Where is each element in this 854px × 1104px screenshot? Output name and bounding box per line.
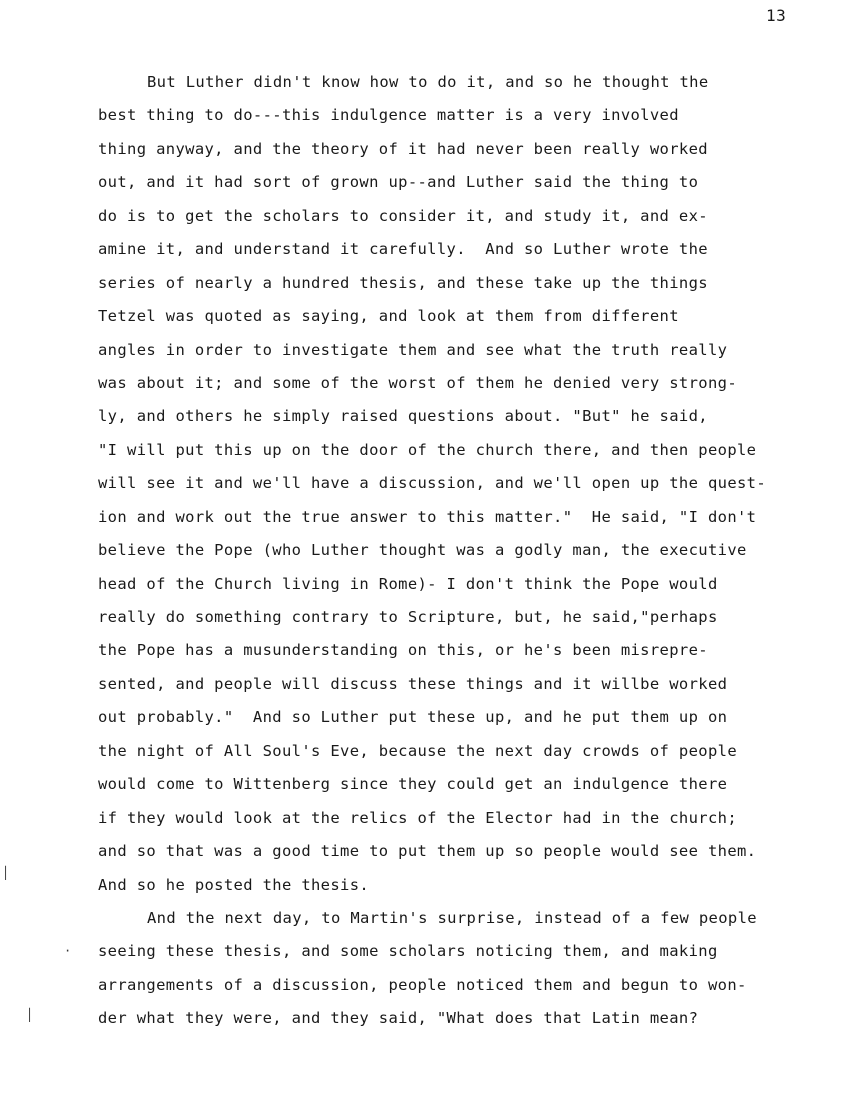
text-line: And so he posted the thesis. bbox=[98, 875, 370, 894]
text-line: amine it, and understand it carefully. And so Luther wrote the bbox=[98, 240, 708, 259]
text-line: ly, and others he simply raised questions about. "But" he said, bbox=[98, 407, 708, 426]
text-line: really do something contrary to Scripture, but, he said,"perhaps bbox=[98, 608, 718, 626]
text-line: ion and work out the true answer to this matter." He said, "I don't bbox=[98, 507, 757, 526]
text-line: angles in order to investigate them and see what the truth really bbox=[98, 340, 728, 359]
text-line: believe the Pope (who Luther thought was a godly man, the executive bbox=[98, 541, 747, 560]
text-line: will see it and we'll have a discussion, and we'll open up the quest- bbox=[98, 474, 767, 493]
margin-mark: │ bbox=[26, 1008, 34, 1022]
text-line: was about it; and some of the worst of them he denied very strong- bbox=[98, 373, 737, 392]
text-line: best thing to do---this indulgence matter is a very involved bbox=[98, 106, 679, 125]
text-line: the Pope has a musunderstanding on this, or he's been misrepre- bbox=[98, 641, 708, 660]
text-line: out probably." And so Luther put these up, and he put them up on bbox=[98, 708, 728, 727]
text-line: thing anyway, and the theory of it had never been really worked bbox=[98, 139, 708, 158]
text-line: sented, and people will discuss these things and it willbe worked bbox=[98, 674, 728, 693]
text-line: head of the Church living in Rome)- I don't think the Pope would bbox=[98, 574, 718, 593]
text-line: and so that was a good time to put them up so people would see them. bbox=[98, 842, 757, 861]
text-line: Tetzel was quoted as saying, and look at them from different bbox=[98, 307, 679, 326]
text-line: But Luther didn't know how to do it, and so he thought the bbox=[147, 73, 709, 91]
margin-mark: │ bbox=[2, 866, 10, 880]
page-number: 13 bbox=[766, 6, 787, 25]
text-line: out, and it had sort of grown up--and Luther said the thing to bbox=[98, 173, 699, 192]
text-line: if they would look at the relics of the Elector had in the church; bbox=[98, 808, 737, 827]
body-text bbox=[98, 70, 838, 1040]
text-line: "I will put this up on the door of the church there, and then people bbox=[98, 440, 757, 459]
text-line: do is to get the scholars to consider it, and study it, and ex- bbox=[98, 206, 708, 225]
text-line: seeing these thesis, and some scholars noticing them, and making bbox=[98, 942, 718, 961]
text-line: der what they were, and they said, "What does that Latin mean? bbox=[98, 1009, 699, 1028]
text-line: would come to Wittenberg since they could get an indulgence there bbox=[98, 775, 728, 794]
text-line: And the next day, to Martin's surprise, instead of a few people bbox=[147, 908, 757, 927]
margin-mark: · bbox=[64, 944, 72, 958]
text-line: arrangements of a discussion, people noticed them and begun to won- bbox=[98, 975, 747, 994]
text-line: the night of All Soul's Eve, because the next day crowds of people bbox=[98, 741, 737, 760]
text-line: series of nearly a hundred thesis, and these take up the things bbox=[98, 273, 708, 292]
